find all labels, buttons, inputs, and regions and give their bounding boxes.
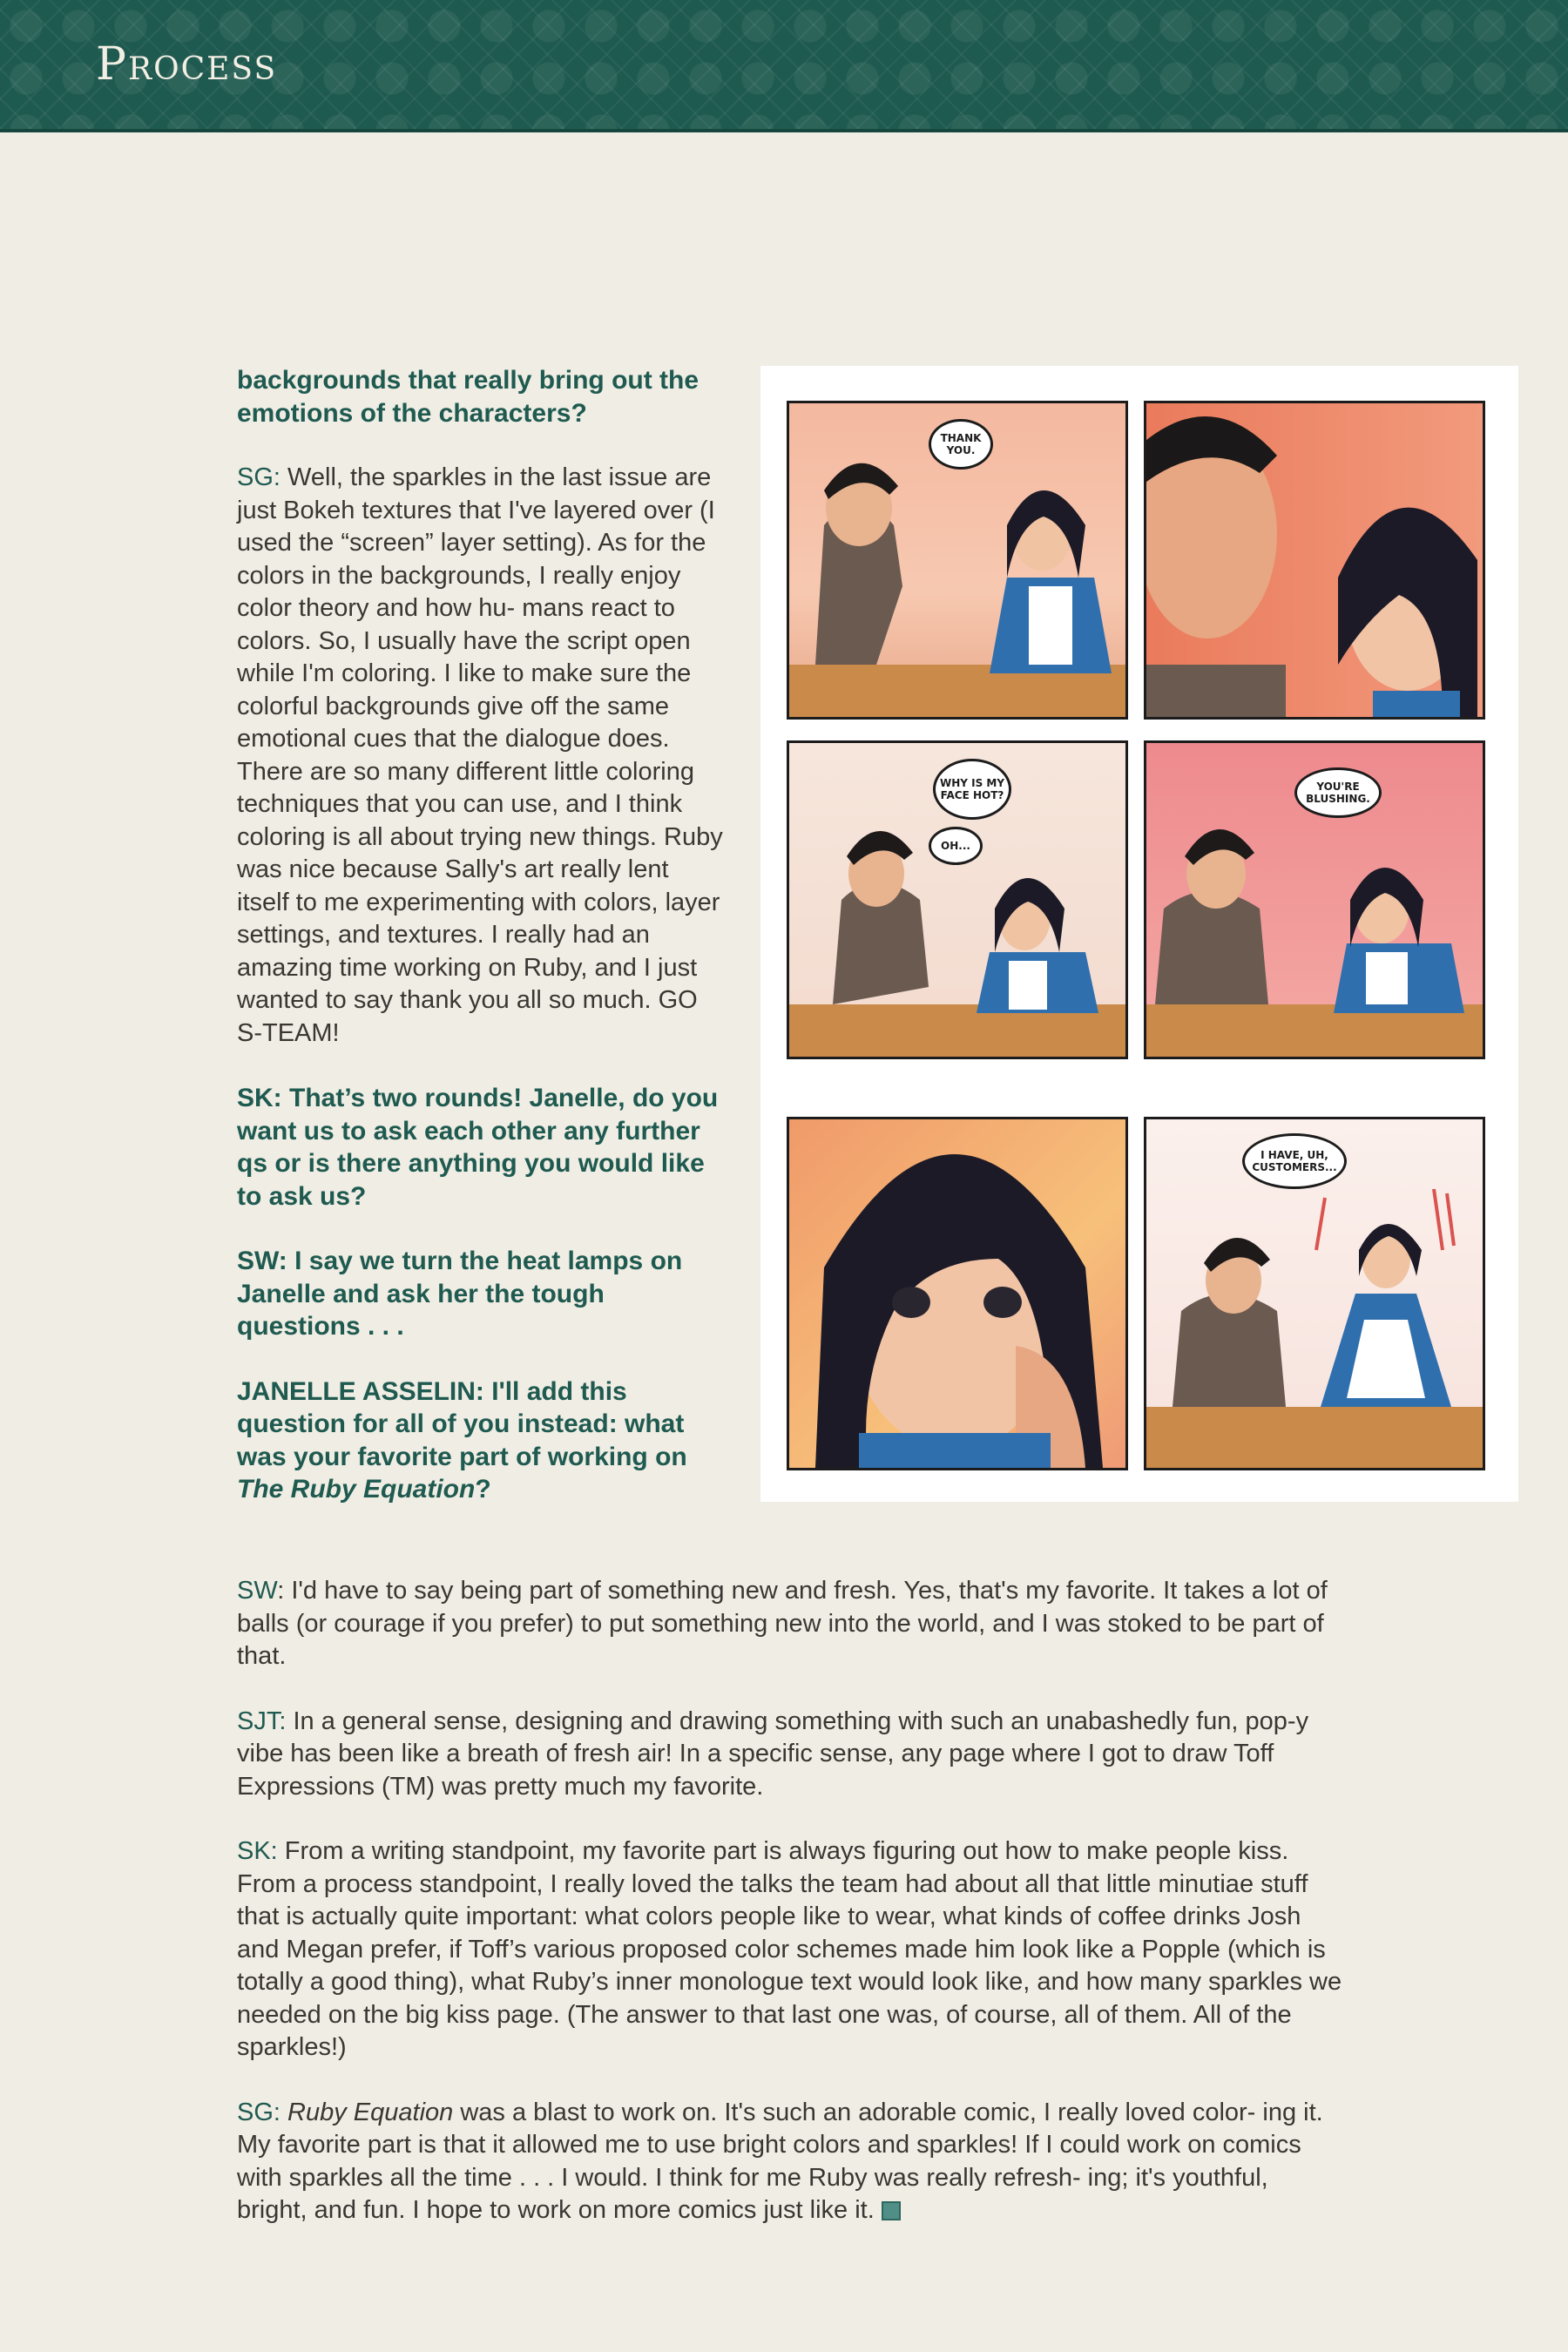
answer-text: was a blast to work on. It's such an adorable comic, I really loved color- ing it. My favorite part is that it allowed me to use bright colors and sparkles! If I could work on comics with sparkles all the time . . . I would. I think for me Ruby was really refresh- ing; it's youthful, bright, and fun. I hope to work on more comics just like it. xyxy=(237,2098,1323,2224)
answer-paragraph xyxy=(237,462,725,1050)
section-title: Process xyxy=(96,38,278,91)
question-text: backgrounds that really bring out the emotions of the characters? xyxy=(237,366,700,428)
speech-bubble: THANK YOU. xyxy=(929,419,993,470)
interview-left-column xyxy=(237,364,725,1538)
speaker-label: SG: xyxy=(237,2098,280,2126)
answer-paragraph xyxy=(237,1575,1343,1673)
panel-art xyxy=(789,1119,1125,1468)
page-header xyxy=(0,0,1568,129)
answer-paragraph xyxy=(237,2097,1343,2227)
comic-title: The Ruby Equation xyxy=(237,1475,476,1504)
end-mark-icon xyxy=(882,2201,901,2220)
comic-title: Ruby Equation xyxy=(287,2098,454,2126)
comic-panel xyxy=(1144,740,1485,1059)
comic-panel xyxy=(787,401,1128,720)
header-divider xyxy=(0,129,1568,132)
question-text-part: JANELLE ASSELIN: I'll add this question for all of you instead: what was your favorite part of working on xyxy=(237,1376,687,1471)
speaker-label: SW xyxy=(237,1577,278,1605)
comic-page-image xyxy=(760,366,1518,1502)
speaker-label: SG: xyxy=(237,463,280,491)
speech-bubble: WHY IS MY FACE HOT? xyxy=(933,759,1011,820)
question-text xyxy=(237,1375,725,1506)
speech-bubble: I HAVE, UH, CUSTOMERS... xyxy=(1242,1133,1347,1189)
answer-paragraph xyxy=(237,1706,1343,1804)
answer-text: From a writing standpoint, my favorite part is always figuring out how to make people kiss. From a process standpoint, I really loved the talks the team had about all that little minutiae stuff that is actually quite important: what colors people like to wear, what kinds of coffee drinks Josh and Megan prefer, if Toff’s various proposed color schemes made him look like a Popple (which is totally a good thing), what Ruby’s inner monologue text would look like, and how many sparkles we needed on the big kiss page. (The answer to that last one was, of course, all of them. All of the sparkles!) xyxy=(237,1837,1342,2061)
question-text-part: ? xyxy=(475,1475,491,1504)
comic-panel xyxy=(1144,401,1485,720)
speech-bubble: OH... xyxy=(929,827,983,865)
speech-bubble: YOU'RE BLUSHING. xyxy=(1294,767,1382,818)
comic-panel xyxy=(1144,1117,1485,1470)
answer-text: : I'd have to say being part of something new and fresh. Yes, that's my favorite. It takes a lot of balls (or courage if you prefer) to put something new into the world, and I was stoked to be part of that. xyxy=(237,1577,1328,1670)
speaker-label: SJT: xyxy=(237,1707,287,1735)
answer-text: Well, the sparkles in the last issue are just Bokeh textures that I've layered over (I used the “screen” layer setting). As for the colors in the backgrounds, I really enjoy color theory and how hu- mans react to colors. So, I usually have the script open while I'm coloring. I like to make sure the colorful backgrounds give off the same emotional cues that the dialogue does. There are so many different little coloring techniques that you can use, and I think coloring is all about trying new things. Ruby was nice because Sally's art really lent itself to me experimenting with colors, layer settings, and textures. I really had an amazing time working on Ruby, and I just wanted to say thank you all so much. GO S-TEAM! xyxy=(237,463,723,1047)
answer-text: In a general sense, designing and drawing something with such an unabashedly fun, pop-y vibe has been like a breath of fresh air! In a specific sense, any page where I got to draw Toff Expressions (TM) was pretty much my favorite. xyxy=(237,1707,1309,1801)
speaker-label: SK: xyxy=(237,1837,278,1865)
panel-art xyxy=(1146,403,1483,717)
question-text: SK: That’s two rounds! Janelle, do you want us to ask each other any further qs or is there anything you would like to ask us? xyxy=(237,1084,719,1211)
comic-panel xyxy=(787,1117,1128,1470)
interview-answers xyxy=(237,1575,1343,2260)
question-text: SW: I say we turn the heat lamps on Janelle and ask her the tough questions . . . xyxy=(237,1247,683,1341)
answer-paragraph xyxy=(237,1835,1343,2065)
comic-panel xyxy=(787,740,1128,1059)
